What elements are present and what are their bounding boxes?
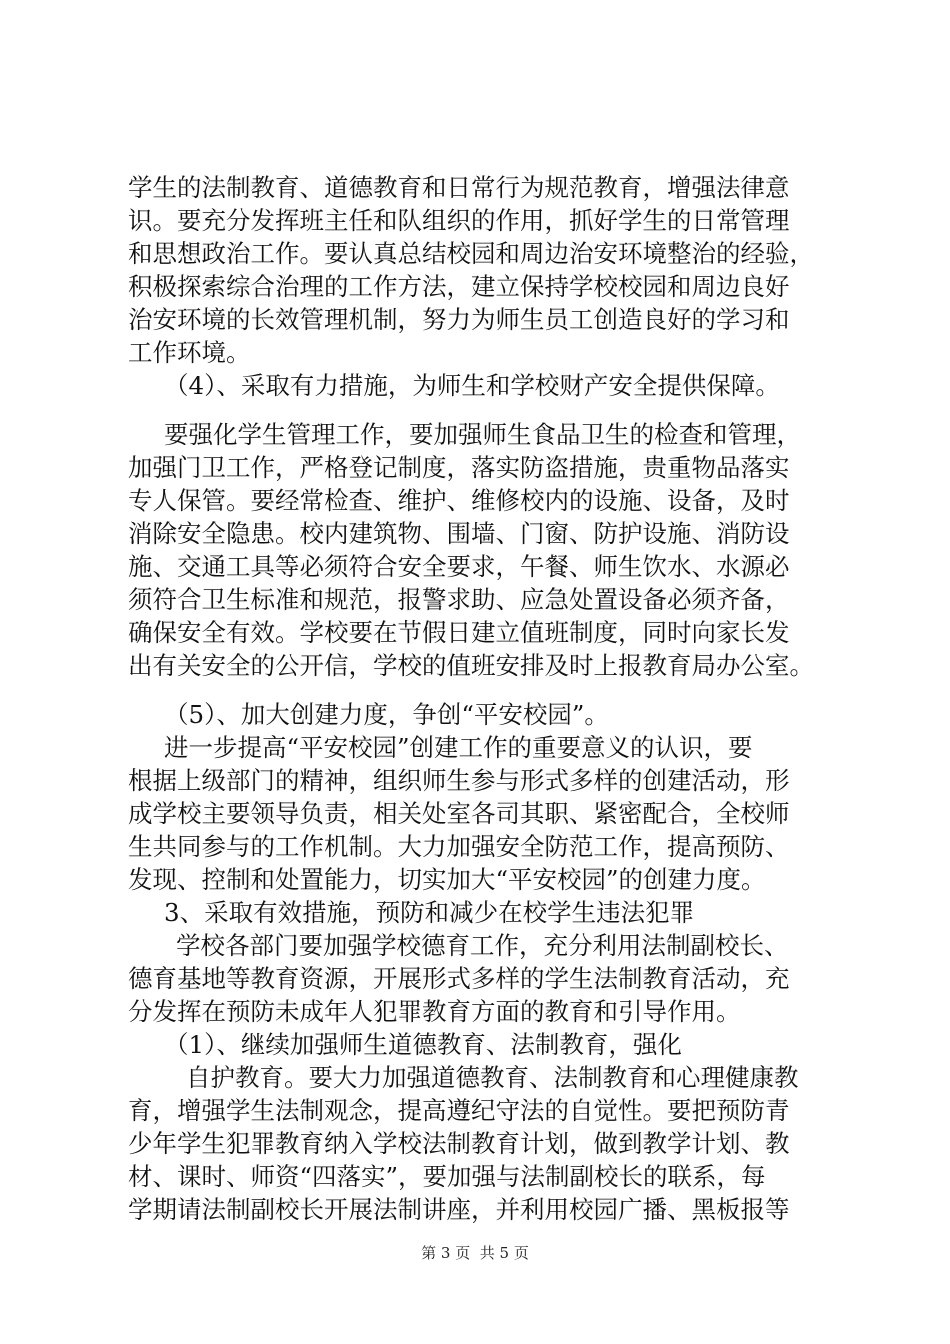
paragraph-line: 生共同参与的工作机制。大力加强安全防范工作，提高预防、: [128, 832, 790, 861]
paragraph-line: 分发挥在预防未成年人犯罪教育方面的教育和引导作用。: [128, 997, 741, 1026]
section-heading-4: （4）、采取有力措施，为师生和学校财产安全提供保障。: [164, 371, 780, 400]
paragraph-line: 要强化学生管理工作，要加强师生食品卫生的检查和管理，: [164, 420, 801, 449]
paragraph-line: 识。要充分发挥班主任和队组织的作用，抓好学生的日常管理: [128, 206, 790, 235]
paragraph-line: 育，增强学生法制观念，提高遵纪守法的自觉性。要把预防青: [128, 1096, 790, 1125]
paragraph-line: 出有关安全的公开信，学校的值班安排及时上报教育局办公室。: [128, 651, 814, 680]
paragraph-line: 发现、控制和处置能力，切实加大“平安校园”的创建力度。: [128, 865, 766, 894]
paragraph-line: 学期请法制副校长开展法制讲座，并利用校园广播、黑板报等: [128, 1195, 790, 1224]
paragraph-line: 成学校主要领导负责，相关处室各司其职、紧密配合，全校师: [128, 799, 790, 828]
paragraph-line: 学校各部门要加强学校德育工作，充分利用法制副校长、: [176, 931, 789, 960]
paragraph-line: 材、课时、师资“四落实”，要加强与法制副校长的联系，每: [128, 1162, 766, 1191]
section-heading-5: （5）、加大创建力度，争创“平安校园”。: [164, 700, 609, 729]
paragraph-line: 和思想政治工作。要认真总结校园和周边治安环境整治的经验，: [128, 239, 814, 268]
paragraph-line: 德育基地等教育资源，开展形式多样的学生法制教育活动，充: [128, 964, 790, 993]
paragraph-line: 确保安全有效。学校要在节假日建立值班制度，同时向家长发: [128, 618, 790, 647]
paragraph-line: 学生的法制教育、道德教育和日常行为规范教育，增强法律意: [128, 173, 790, 202]
paragraph-line: 治安环境的长效管理机制，努力为师生员工创造良好的学习和: [128, 305, 790, 334]
section-heading-3: 3、采取有效措施，预防和减少在校学生违法犯罪: [164, 898, 695, 927]
page-number-footer: 第 3 页 共 5 页: [421, 1244, 529, 1262]
paragraph-line: 加强门卫工作，严格登记制度，落实防盗措施，贵重物品落实: [128, 453, 790, 482]
paragraph-line: 消除安全隐患。校内建筑物、围墙、门窗、防护设施、消防设: [128, 519, 790, 548]
paragraph-line: 少年学生犯罪教育纳入学校法制教育计划，做到教学计划、教: [128, 1129, 790, 1158]
paragraph-line: 须符合卫生标准和规范，报警求助、应急处置设备必须齐备，: [128, 585, 790, 614]
section-heading-1: （1）、继续加强师生道德教育、法制教育，强化: [164, 1030, 682, 1059]
paragraph-line: 工作环境。: [128, 338, 251, 367]
paragraph-line: 积极探索综合治理的工作方法，建立保持学校校园和周边良好: [128, 272, 790, 301]
paragraph-line: 进一步提高“平安校园”创建工作的重要意义的认识，要: [164, 733, 753, 762]
paragraph-line: 自护教育。要大力加强道德教育、法制教育和心理健康教: [186, 1063, 799, 1092]
paragraph-line: 根据上级部门的精神，组织师生参与形式多样的创建活动，形: [128, 766, 790, 795]
paragraph-line: 专人保管。要经常检查、维护、维修校内的设施、设备，及时: [128, 486, 790, 515]
paragraph-line: 施、交通工具等必须符合安全要求，午餐、师生饮水、水源必: [128, 552, 790, 581]
